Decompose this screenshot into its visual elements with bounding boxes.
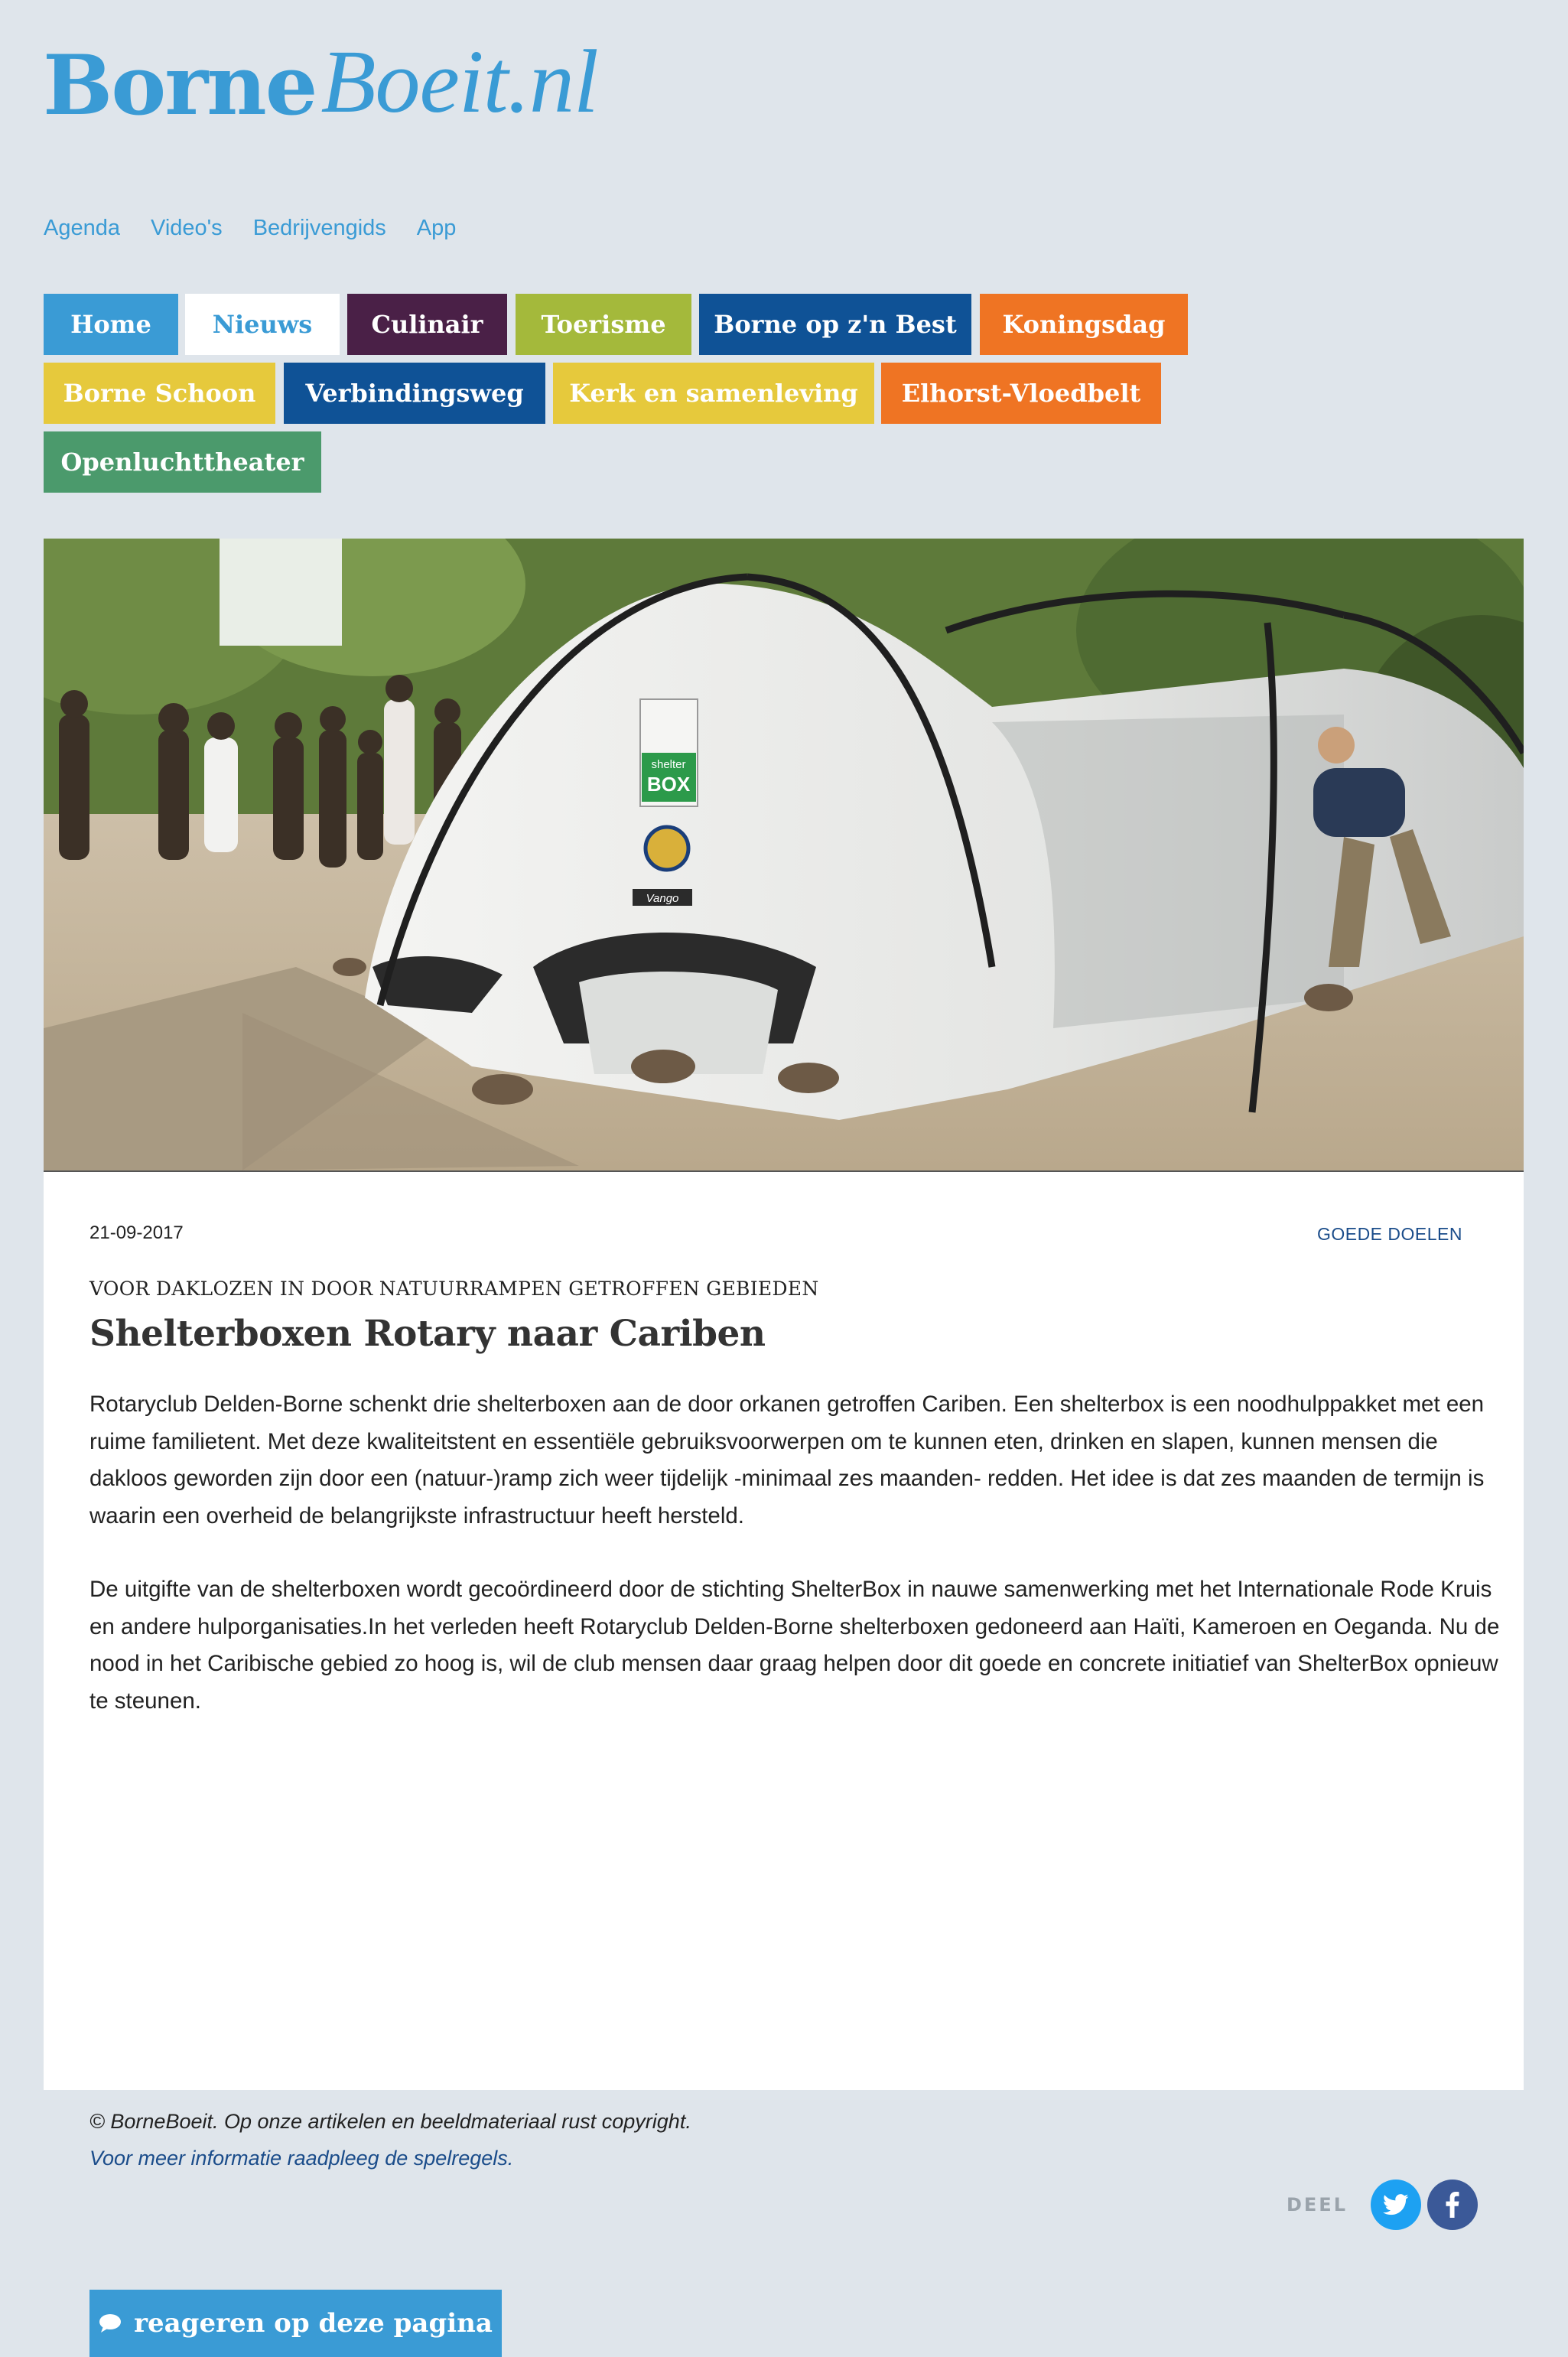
- nav-borne-schoon[interactable]: Borne Schoon: [44, 363, 275, 424]
- nav-nieuws[interactable]: Nieuws: [185, 294, 340, 355]
- react-button-label: reageren op deze pagina: [134, 2308, 493, 2339]
- article-kicker: VOOR DAKLOZEN IN DOOR NATUURRAMPEN GETROFFEN GEBIEDEN: [89, 1278, 819, 1300]
- nav-koningsdag[interactable]: Koningsdag: [980, 294, 1188, 355]
- top-link-bedrijvengids[interactable]: Bedrijvengids: [252, 216, 386, 240]
- top-link-videos[interactable]: Video's: [151, 216, 223, 240]
- article-card: [44, 539, 1524, 2339]
- top-links: [44, 216, 456, 241]
- facebook-share-button[interactable]: [1427, 2180, 1478, 2230]
- tent-logo-line1: shelter: [651, 758, 686, 771]
- twitter-share-button[interactable]: [1371, 2180, 1421, 2230]
- nav-openluchttheater[interactable]: Openluchttheater: [44, 431, 321, 493]
- article-paragraph: Rotaryclub Delden-Borne schenkt drie shelterboxen aan de door orkanen getroffen Cariben. Een shelterbox is een noodhulppakket met een ruime familietent. Met deze kwaliteitstent en essentiële gebruiksvoorwerpen om te kunnen eten, drinken en slapen, kunnen mensen die dakloos geworden zijn door een (natuur-)ramp zich weer tijdelijk -minimaal zes maanden- redden. Het idee is dat zes maanden de termijn is waarin een overheid de belangrijkste infrastructuur heeft hersteld.: [89, 1392, 1485, 1528]
- react-button[interactable]: [89, 2290, 502, 2357]
- facebook-icon: [1446, 2192, 1459, 2218]
- tent-brand: Vango: [646, 892, 679, 905]
- top-link-app[interactable]: App: [416, 216, 457, 240]
- logo-boeit-text: Boeit.nl: [320, 31, 598, 132]
- nav-verbindingsweg[interactable]: Verbindingsweg: [284, 363, 545, 424]
- article-hero-image: [44, 539, 1524, 1172]
- article-paragraph: De uitgifte van de shelterboxen wordt gecoördineerd door de stichting ShelterBox in nauwe samenwerking met het Internationale Rode Kruis en andere hulporganisaties.In het verleden heeft Rotaryclub Delden-Borne shelterboxen gedoneerd aan Haïti, Kameroen en Oeganda. Nu de nood in het Caribische gebied zo hoog is, wil de club mensen daar graag helpen door dit goede en concrete initiatief van ShelterBox opnieuw te steunen.: [89, 1577, 1500, 1714]
- nav-borne-op-zn-best[interactable]: Borne op z'n Best: [699, 294, 971, 355]
- article-date: 21-09-2017: [89, 1222, 184, 1243]
- article-category-link[interactable]: GOEDE DOELEN: [1316, 1224, 1462, 1244]
- comment-icon: [99, 2313, 122, 2333]
- article-body: [89, 1386, 1520, 1756]
- spelregels-link[interactable]: Voor meer informatie raadpleeg de spelregels.: [89, 2147, 514, 2170]
- top-link-agenda[interactable]: Agenda: [44, 216, 120, 240]
- nav-elhorst-vloedbelt[interactable]: Elhorst-Vloedbelt: [881, 363, 1161, 424]
- tent-logo-line2: BOX: [646, 773, 691, 796]
- copyright-notice: © BorneBoeit. Op onze artikelen en beeldmateriaal rust copyright.: [89, 2110, 691, 2133]
- twitter-icon: [1383, 2193, 1409, 2216]
- site-logo[interactable]: [43, 28, 598, 134]
- nav-kerk-en-samenleving[interactable]: Kerk en samenleving: [553, 363, 874, 424]
- nav-home[interactable]: Home: [44, 294, 178, 355]
- nav-toerisme[interactable]: Toerisme: [516, 294, 691, 355]
- share-bar: [1287, 2180, 1478, 2230]
- share-label: DEEL: [1286, 2194, 1348, 2215]
- logo-borne-text: Borne: [43, 37, 317, 134]
- nav-culinair[interactable]: Culinair: [347, 294, 507, 355]
- article-title: Shelterboxen Rotary naar Cariben: [89, 1313, 766, 1355]
